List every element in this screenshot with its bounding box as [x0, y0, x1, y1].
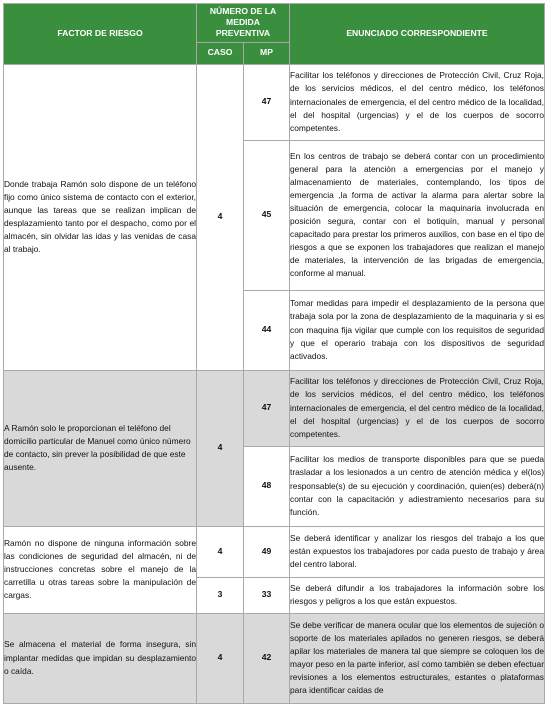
factor-cell: Donde trabaja Ramón solo dispone de un teléfono fijo como único sistema de contacto con el exterior, aunque las tareas que se realizan implican de desplazamiento tanto por el despacho, como por el almacén, sin olvidar las idas y las venidas de casa al trabajo.	[4, 64, 197, 370]
factor-cell: Se almacena el material de forma insegura, sin implantar medidas que impidan su desplazamiento o caída.	[4, 613, 197, 703]
mp-cell: 42	[244, 613, 290, 703]
mp-cell: 33	[244, 577, 290, 613]
caso-cell: 4	[197, 613, 244, 703]
header-mp: MP	[244, 42, 290, 64]
mp-cell: 47	[244, 64, 290, 140]
caso-cell: 4	[197, 526, 244, 577]
table-row	[4, 613, 545, 703]
statement-cell: Se debe verificar de manera ocular que los elementos de sujeción o soporte de los materiales apilados no generen riesgos, se deberá apilar los materiales de manera tal que siempre se coloquen los de mayor peso en la parte inferior, así como también se deben efectuar revisiones a los elementos estructurales, estantes o plataformas para identificar caídas de	[290, 613, 545, 703]
statement-cell: Se deberá identificar y analizar los riesgos del trabajo a los que están expuestos los trabajadores por cada puesto de trabajo y área del centro laboral.	[290, 526, 545, 577]
table-row	[4, 64, 545, 140]
statement-cell: En los centros de trabajo se deberá contar con un procedimiento general para la atención a emergencias por el manejo y almacenamiento de materiales, contemplando, los tipos de emergencia ,la forma de activar la alarma para alertar sobre la situación de emergencia, colocar la maquinaria involucrada en posición segura, contar con el botiquín, manual y personal capacitado para prestar los primeros auxilios, con base en el tipo de riesgos a que se exponen los trabajadores que realizan el manejo de materiales, la intervención de las brigadas de emergencia, conforme al manual.	[290, 140, 545, 290]
statement-cell: Facilitar los medios de transporte disponibles para que se pueda trasladar a los lesionados a un centro de atención médica y el(los) responsable(s) de su ejecución y coordinación, quien(es) deberá(n) contar con la capacitación y adiestramiento necesarios para su función.	[290, 446, 545, 526]
header-enunciado: ENUNCIADO CORRESPONDIENTE	[290, 4, 545, 65]
caso-cell: 4	[197, 64, 244, 370]
mp-cell: 48	[244, 446, 290, 526]
statement-cell: Tomar medidas para impedir el desplazamiento de la persona que trabaja sola por la zona de desplazamiento de la maquinaria y si es con maquina fija vigilar que cumple con los requisitos de seguridad y que el operario trabaja con los dispositivos de seguridad activados.	[290, 290, 545, 370]
factor-cell: A Ramón solo le proporcionan el teléfono del domicilio particular de Manuel como único número de contacto, sin prever la posibilidad de que este ausente.	[4, 370, 197, 526]
header-caso: CASO	[197, 42, 244, 64]
mp-cell: 47	[244, 370, 290, 446]
caso-cell: 4	[197, 370, 244, 526]
mp-cell: 45	[244, 140, 290, 290]
factor-cell: Ramón no dispone de ninguna información sobre las condiciones de seguridad del almacén, ni de instrucciones concretas sobre el manejo de la carretilla u otras tareas sobre la manipulación de cargas.	[4, 526, 197, 613]
header-medida: NÚMERO DE LA MEDIDA PREVENTIVA	[197, 4, 290, 43]
header-factor: FACTOR DE RIESGO	[4, 4, 197, 65]
statement-cell: Facilitar los teléfonos y direcciones de Protección Civil, Cruz Roja, de los servicios médicos, el del centro médico, los teléfonos internacionales de emergencia, el del centro médico de la localidad, el del hospital (urgencias) y el de los cuerpos de socorro competentes.	[290, 370, 545, 446]
risk-table	[3, 3, 545, 704]
statement-cell: Facilitar los teléfonos y direcciones de Protección Civil, Cruz Roja, de los servicios médicos, el del centro médico, los teléfonos internacionales de emergencia, el del centro médico de la localidad, el del hospital (urgencias) y el de los cuerpos de socorro competentes.	[290, 64, 545, 140]
mp-cell: 49	[244, 526, 290, 577]
table-row	[4, 370, 545, 446]
statement-cell: Se deberá difundir a los trabajadores la información sobre los riesgos y peligros a los que están expuestos.	[290, 577, 545, 613]
mp-cell: 44	[244, 290, 290, 370]
table-row	[4, 526, 545, 577]
caso-cell: 3	[197, 577, 244, 613]
